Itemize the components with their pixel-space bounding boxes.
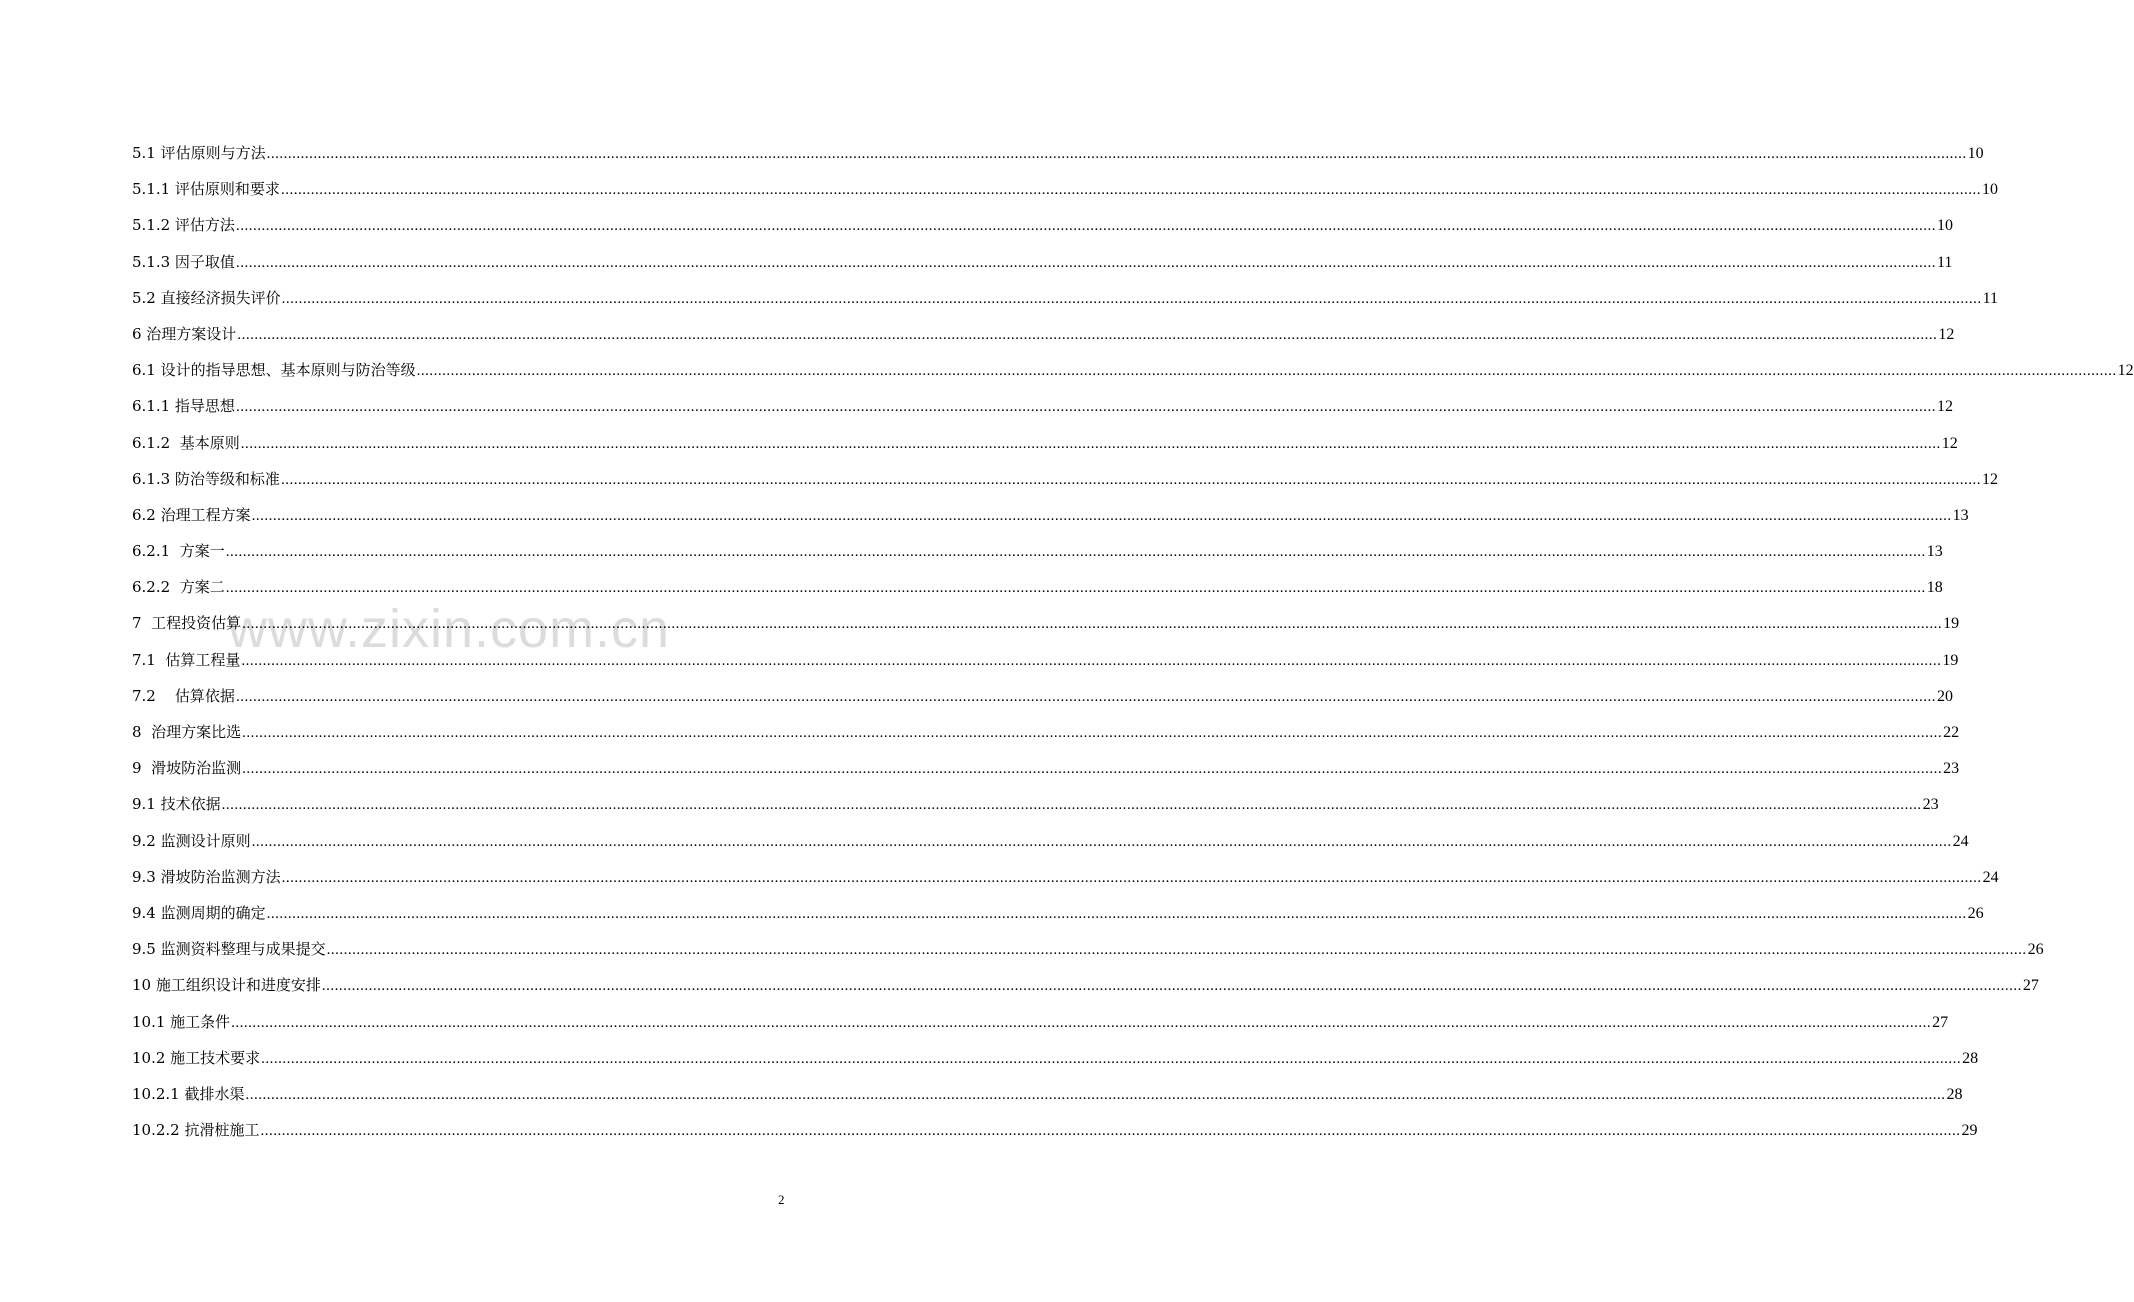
toc-entry-title: 10.1 施工条件 xyxy=(132,1012,231,1031)
toc-entry-page: 12 xyxy=(1941,434,1958,452)
toc-entry[interactable] xyxy=(132,280,1999,316)
toc-entry[interactable] xyxy=(132,533,1943,569)
toc-entry-title: 6.1.3 防治等级和标准 xyxy=(132,469,280,488)
toc-entry-page: 18 xyxy=(1926,579,1943,597)
toc-entry[interactable] xyxy=(132,352,2134,388)
toc-entry-page: 27 xyxy=(2022,977,2039,995)
toc-entry-title: 6.2.1 方案一 xyxy=(132,542,225,561)
toc-entry-page: 10 xyxy=(1967,145,1984,162)
toc-entry-page: 28 xyxy=(1946,1085,1963,1103)
toc-entry-title: 5.1.2 评估方法 xyxy=(132,216,235,235)
toc-entry[interactable] xyxy=(132,1040,1979,1076)
toc-entry-title: 7.2 估算依据 xyxy=(132,686,235,705)
toc-entry-page: 22 xyxy=(1943,724,1960,741)
toc-entry-page: 11 xyxy=(1982,289,1999,307)
toc-dot-leader: ................................................................................................................................................................................................................................................................................................................................................................................................................ xyxy=(235,254,1936,271)
toc-entry[interactable] xyxy=(132,388,1953,424)
toc-dot-leader: ................................................................................................................................................................................................................................................................................................................................................................................................................ xyxy=(321,978,2022,995)
toc-dot-leader: ................................................................................................................................................................................................................................................................................................................................................................................................................ xyxy=(225,544,1926,561)
toc-entry[interactable] xyxy=(132,425,1958,461)
toc-dot-leader: ................................................................................................................................................................................................................................................................................................................................................................................................................ xyxy=(241,652,1942,669)
toc-entry-title: 10.2.2 抗滑桩施工 xyxy=(132,1121,260,1140)
toc-entry[interactable] xyxy=(132,967,2039,1003)
toc-entry[interactable] xyxy=(132,895,1984,931)
page-number: 2 xyxy=(778,1192,785,1207)
toc-entry-title: 10.2.1 截排水渠 xyxy=(132,1084,245,1103)
toc-entry-title: 6.2.2 方案二 xyxy=(132,578,225,597)
toc-dot-leader: ................................................................................................................................................................................................................................................................................................................................................................................................................ xyxy=(281,290,1982,307)
toc-entry-page: 24 xyxy=(1952,832,1969,850)
toc-entry[interactable] xyxy=(132,1112,1978,1148)
toc-entry-page: 27 xyxy=(1932,1013,1949,1031)
toc-entry-page: 23 xyxy=(1943,760,1960,778)
toc-dot-leader: ................................................................................................................................................................................................................................................................................................................................................................................................................ xyxy=(261,1050,1962,1067)
toc-entry-title: 8 治理方案比选 xyxy=(132,723,242,741)
toc-dot-leader: ................................................................................................................................................................................................................................................................................................................................................................................................................ xyxy=(242,725,1943,741)
toc-entry-title: 10 施工组织设计和进度安排 xyxy=(132,976,321,995)
toc-entry-page: 10 xyxy=(1981,181,1998,199)
watermark: www.zixin.com.cn xyxy=(228,599,671,659)
toc-dot-leader: ................................................................................................................................................................................................................................................................................................................................................................................................................ xyxy=(237,326,1938,343)
toc-entry-page: 29 xyxy=(1961,1122,1978,1140)
toc-dot-leader: ................................................................................................................................................................................................................................................................................................................................................................................................................ xyxy=(242,761,1943,778)
toc-entry-page: 28 xyxy=(1962,1049,1979,1067)
toc-entry[interactable] xyxy=(132,569,1943,605)
toc-entry-title: 9.4 监测周期的确定 xyxy=(132,903,266,922)
toc-dot-leader: ................................................................................................................................................................................................................................................................................................................................................................................................................ xyxy=(266,905,1967,922)
toc-entry-page: 12 xyxy=(1938,325,1955,343)
toc-dot-leader: ................................................................................................................................................................................................................................................................................................................................................................................................................ xyxy=(326,942,2027,959)
toc-entry-title: 7 工程投资估算 xyxy=(132,614,242,633)
toc-entry[interactable] xyxy=(132,135,1984,171)
toc-dot-leader: ................................................................................................................................................................................................................................................................................................................................................................................................................ xyxy=(231,1014,1932,1031)
toc-entry-page: 19 xyxy=(1942,651,1959,669)
toc-entry[interactable] xyxy=(132,714,1960,750)
toc-entry-page: 26 xyxy=(1967,904,1984,922)
toc-entry-title: 10.2 施工技术要求 xyxy=(132,1048,261,1067)
toc-entry[interactable] xyxy=(132,171,1998,207)
toc-dot-leader: ................................................................................................................................................................................................................................................................................................................................................................................................................ xyxy=(280,182,1981,199)
toc-dot-leader: ................................................................................................................................................................................................................................................................................................................................................................................................................ xyxy=(280,471,1981,488)
toc-entry-page: 24 xyxy=(1982,868,1999,886)
toc-entry[interactable] xyxy=(132,497,1969,533)
toc-entry-title: 6.2 治理工程方案 xyxy=(132,505,251,524)
toc-dot-leader: ................................................................................................................................................................................................................................................................................................................................................................................................................ xyxy=(221,797,1922,814)
toc-entry-page: 20 xyxy=(1936,687,1953,705)
toc-entry-page: 12 xyxy=(1981,470,1998,488)
toc-entry-title: 5.1.1 评估原则和要求 xyxy=(132,180,280,199)
toc-entry[interactable] xyxy=(132,605,1960,641)
toc-dot-leader: ................................................................................................................................................................................................................................................................................................................................................................................................................ xyxy=(225,580,1926,597)
toc-dot-leader: ................................................................................................................................................................................................................................................................................................................................................................................................................ xyxy=(416,363,2117,380)
toc-entry-title: 6.1.2 基本原则 xyxy=(132,433,240,452)
toc-entry-title: 9 滑坡防治监测 xyxy=(132,759,242,778)
toc-entry[interactable] xyxy=(132,859,1999,895)
toc-dot-leader: ................................................................................................................................................................................................................................................................................................................................................................................................................ xyxy=(235,688,1936,705)
toc-entry-page: 19 xyxy=(1943,615,1960,633)
toc-dot-leader: ................................................................................................................................................................................................................................................................................................................................................................................................................ xyxy=(245,1086,1946,1103)
toc-dot-leader: ................................................................................................................................................................................................................................................................................................................................................................................................................ xyxy=(281,869,1982,886)
toc-entry[interactable] xyxy=(132,207,1953,243)
toc-dot-leader: ................................................................................................................................................................................................................................................................................................................................................................................................................ xyxy=(260,1123,1961,1140)
toc-entry[interactable] xyxy=(132,931,2044,967)
toc-dot-leader: ................................................................................................................................................................................................................................................................................................................................................................................................................ xyxy=(235,399,1936,416)
toc-entry-page: 23 xyxy=(1922,796,1939,814)
toc-entry-title: 6.1.1 指导思想 xyxy=(132,397,235,416)
toc-entry-page: 11 xyxy=(1936,253,1953,271)
toc-dot-leader: ................................................................................................................................................................................................................................................................................................................................................................................................................ xyxy=(251,507,1952,524)
toc-entry[interactable] xyxy=(132,316,1955,352)
toc-entry[interactable] xyxy=(132,244,1953,280)
toc-dot-leader: ................................................................................................................................................................................................................................................................................................................................................................................................................ xyxy=(251,833,1952,850)
toc-dot-leader: ................................................................................................................................................................................................................................................................................................................................................................................................................ xyxy=(240,435,1941,452)
toc-entry-page: 12 xyxy=(2117,362,2134,380)
toc-entry-title: 5.1.3 因子取值 xyxy=(132,252,235,271)
toc-entry-title: 6 治理方案设计 xyxy=(132,324,237,343)
toc-entry-title: 9.3 滑坡防治监测方法 xyxy=(132,867,281,886)
toc-entry-title: 5.2 直接经济损失评价 xyxy=(132,288,281,307)
toc-entry[interactable] xyxy=(132,750,1960,786)
toc-entry-title: 9.2 监测设计原则 xyxy=(132,831,251,850)
toc-entry[interactable] xyxy=(132,786,1939,822)
toc-entry-title: 5.1 评估原则与方法 xyxy=(132,144,266,162)
toc-entry-page: 10 xyxy=(1936,217,1953,235)
toc-entry-page: 12 xyxy=(1936,398,1953,416)
toc-entry[interactable] xyxy=(132,461,1998,497)
toc-entry-page: 13 xyxy=(1952,506,1969,524)
toc-dot-leader: ................................................................................................................................................................................................................................................................................................................................................................................................................ xyxy=(235,218,1936,235)
toc-entry-title: 7.1 估算工程量 xyxy=(132,650,241,669)
toc-entry[interactable] xyxy=(132,642,1959,678)
toc-entry[interactable] xyxy=(132,1076,1963,1112)
toc-entry-title: 9.1 技术依据 xyxy=(132,795,221,814)
table-of-contents xyxy=(132,135,2134,1148)
toc-entry-title: 6.1 设计的指导思想、基本原则与防治等级 xyxy=(132,361,416,380)
toc-entry[interactable] xyxy=(132,678,1953,714)
toc-dot-leader: ................................................................................................................................................................................................................................................................................................................................................................................................................ xyxy=(266,146,1967,162)
toc-dot-leader: ................................................................................................................................................................................................................................................................................................................................................................................................................ xyxy=(242,616,1943,633)
toc-entry-page: 26 xyxy=(2027,941,2044,959)
toc-entry[interactable] xyxy=(132,823,1969,859)
toc-entry[interactable] xyxy=(132,1004,1949,1040)
toc-entry-title: 9.5 监测资料整理与成果提交 xyxy=(132,940,326,959)
toc-entry-page: 13 xyxy=(1926,543,1943,561)
